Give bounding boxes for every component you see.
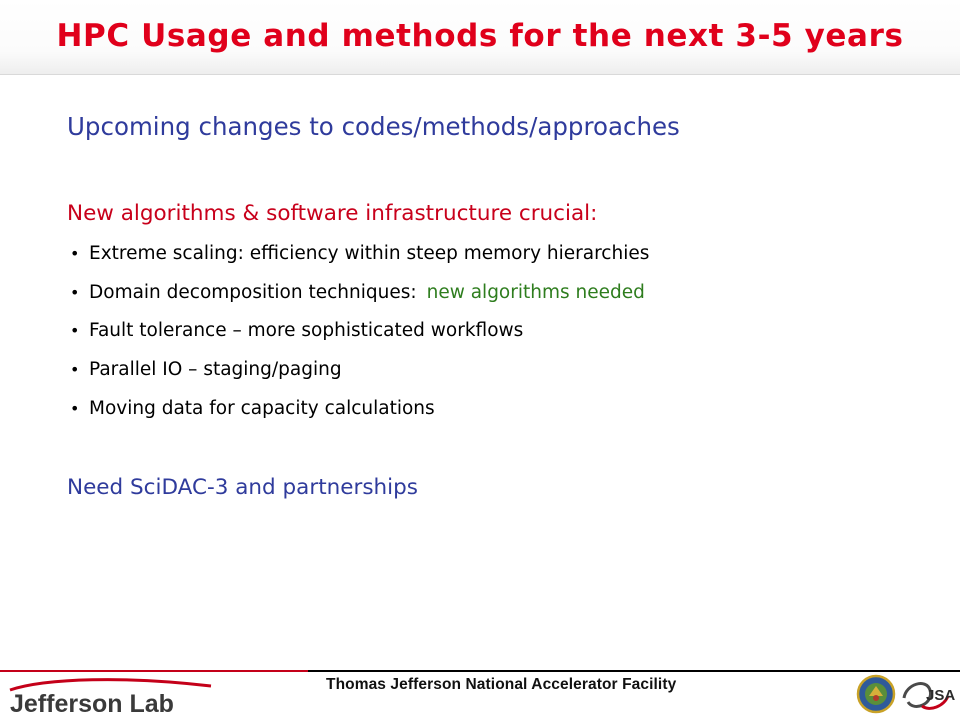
bullet-item	[70, 320, 523, 346]
logo-text: Jefferson Lab	[10, 690, 174, 718]
bullet-item	[70, 398, 435, 424]
bullet-icon: •	[70, 244, 80, 263]
bullet-icon: •	[70, 399, 80, 418]
bullet-icon: •	[70, 321, 80, 340]
footer-accent-line	[0, 670, 308, 672]
jsa-text: JSA	[926, 687, 956, 704]
jsa-logo	[900, 676, 956, 716]
bullet-highlight: new algorithms needed	[426, 282, 645, 303]
bullet-icon: •	[70, 360, 80, 379]
doe-seal-icon	[856, 674, 896, 714]
footer-divider	[308, 670, 960, 672]
slide-title: HPC Usage and methods for the next 3-5 years	[56, 18, 904, 54]
bullet-item	[70, 282, 645, 308]
bullet-icon: •	[70, 283, 80, 302]
jefferson-lab-logo	[6, 676, 216, 720]
bullet-text: Moving data for capacity calculations	[89, 398, 435, 419]
bullet-text: Fault tolerance – more sophisticated workflows	[89, 320, 524, 341]
bullet-text: Extreme scaling: efficiency within steep memory hierarchies	[89, 243, 650, 264]
slide-subtitle: Upcoming changes to codes/methods/approaches	[67, 112, 680, 141]
facility-name: Thomas Jefferson National Accelerator Facility	[326, 676, 677, 693]
bullet-item	[70, 243, 649, 269]
bullet-text: Domain decomposition techniques:	[89, 282, 417, 303]
section-heading: New algorithms & software infrastructure crucial:	[67, 201, 598, 226]
bullet-text: Parallel IO – staging/paging	[89, 359, 342, 380]
closing-line: Need SciDAC-3 and partnerships	[67, 475, 418, 500]
bullet-item	[70, 359, 342, 385]
